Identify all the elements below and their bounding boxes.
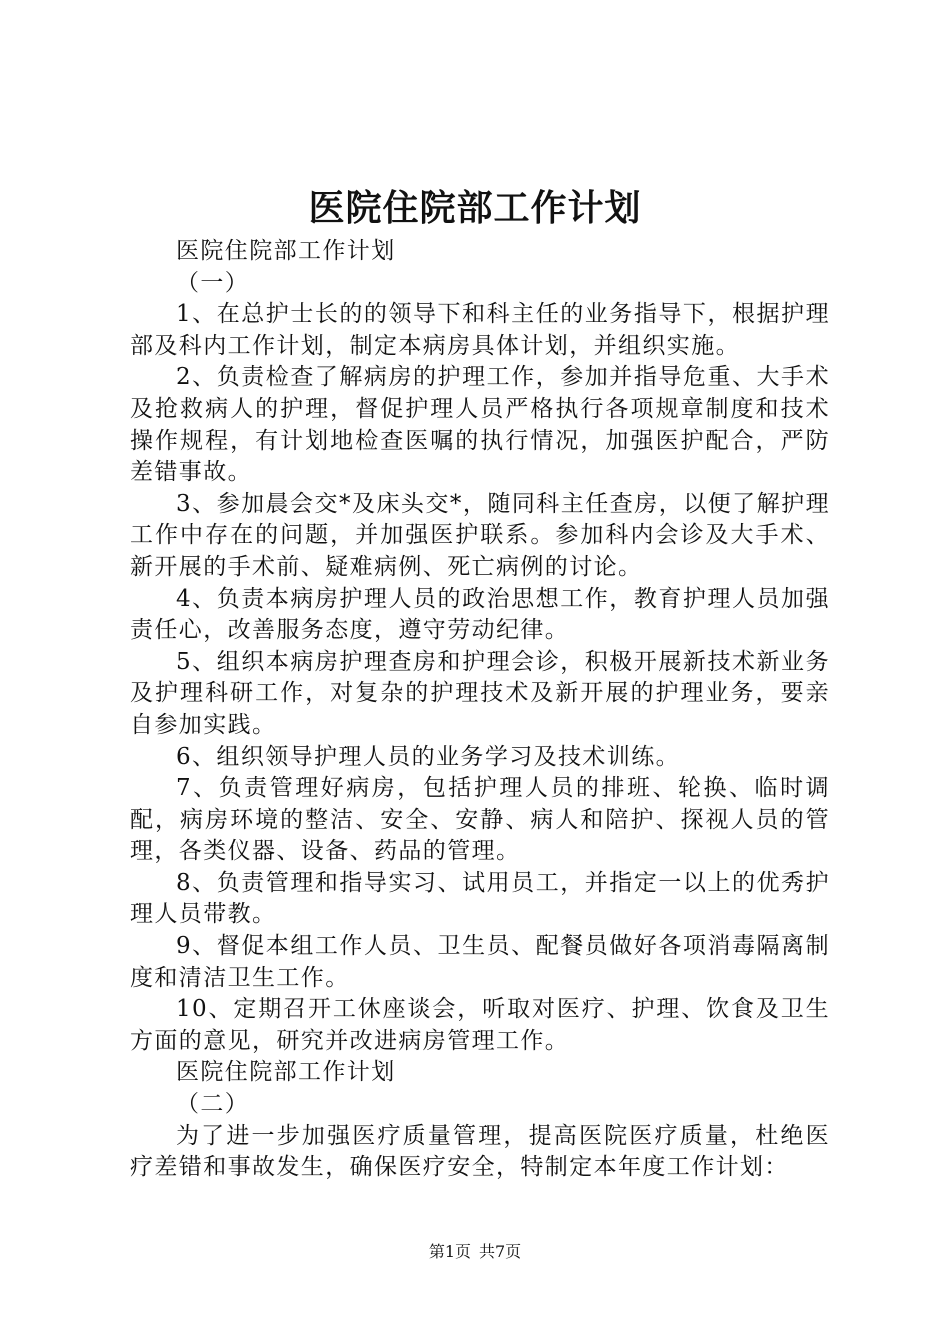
page-total: 共7页: [479, 1242, 522, 1261]
paragraph-item-10: 10、定期召开工休座谈会，听取对医疗、护理、饮食及卫生方面的意见，研究并改进病房管理工作。: [130, 996, 830, 1054]
page-footer: [0, 1242, 950, 1262]
paragraph-item-8: 8、负责管理和指导实习、试用员工，并指定一以上的优秀护理人员带教。: [130, 869, 830, 928]
paragraph-item-9: 9、督促本组工作人员、卫生员、配餐员做好各项消毒隔离制度和清洁卫生工作。: [130, 933, 830, 991]
section-heading: 医院住院部工作计划: [176, 238, 396, 264]
document-title: 医院住院部工作计划: [308, 187, 642, 229]
paragraph-item-4: 4、负责本病房护理人员的政治思想工作，教育护理人员加强责任心，改善服务态度，遵守劳动纪律。: [130, 585, 830, 644]
paragraph-item-5: 5、组织本病房护理查房和护理会诊，积极开展新技术新业务及护理科研工作，对复杂的护理技术及新开展的护理业务，要亲自参加实践。: [130, 648, 830, 738]
paragraph-item-1: 1、在总护士长的的领导下和科主任的业务指导下，根据护理部及科内工作计划，制定本病房具体计划，并组织实施。: [130, 301, 830, 359]
paragraph-item-2: 2、负责检查了解病房的护理工作，参加并指导危重、大手术及抢救病人的护理，督促护理人员严格执行各项规章制度和技术操作规程，有计划地检查医嘱的执行情况，加强医护配合，严防差错事故。: [130, 364, 830, 486]
paragraph-item-7: 7、负责管理好病房，包括护理人员的排班、轮换、临时调配，病房环境的整洁、安全、安静、病人和陪护、探视人员的管理，各类仪器、设备、药品的管理。: [130, 775, 830, 865]
page-number: 第1页: [428, 1242, 471, 1261]
section-number: （二）: [176, 1091, 250, 1118]
document-body: [130, 236, 830, 1184]
section-number: （一）: [176, 269, 250, 296]
paragraph-item-6: 6、组织领导护理人员的业务学习及技术训练。: [176, 743, 681, 770]
section-heading: 医院住院部工作计划: [176, 1059, 396, 1086]
paragraph-item-3: 3、参加晨会交*及床头交*，随同科主任查房，以便了解护理工作中存在的问题，并加强医护联系。参加科内会诊及大手术、新开展的手术前、疑难病例、死亡病例的讨论。: [130, 490, 830, 580]
intro-paragraph: 为了进一步加强医疗质量管理，提高医院医疗质量，杜绝医疗差错和事故发生，确保医疗安全，特制定本年度工作计划：: [130, 1122, 830, 1181]
